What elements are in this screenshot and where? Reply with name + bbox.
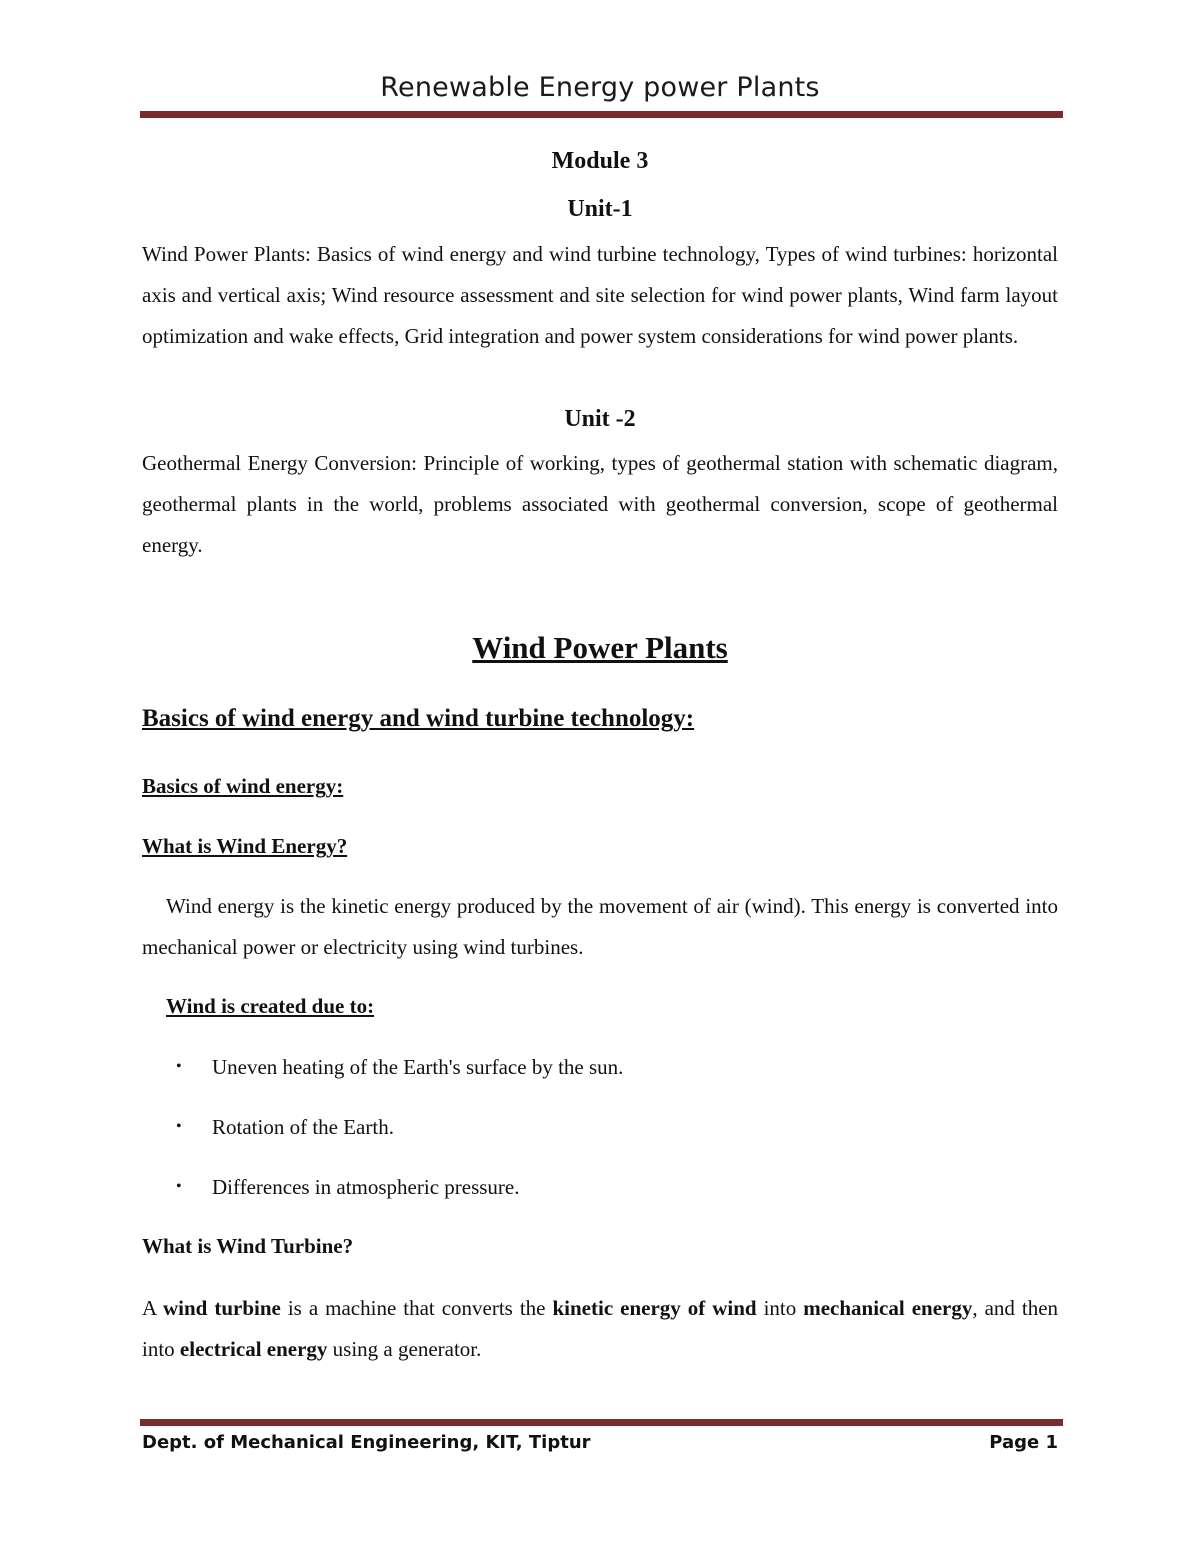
section-title: Basics of wind energy and wind turbine technology: (142, 705, 695, 732)
text-run: , and then into (142, 1296, 1059, 1361)
text-run: A (142, 1296, 163, 1320)
header-rule (140, 111, 1063, 118)
wind-turbine-paragraph (142, 1288, 1058, 1370)
bold-term: wind turbine (163, 1296, 281, 1320)
text-run: using a generator. (327, 1337, 482, 1361)
basics-heading: Basics of wind energy: (142, 774, 344, 798)
unit1-description: Wind Power Plants: Basics of wind energy and wind turbine technology, Types of wind turbines: horizontal axis and vertical axis; Wind resource assessment and site selection for wind power plants, Wind farm layout optimization and wake effects, Grid integration and power system considerations for wind power plants. (142, 242, 1058, 348)
footer-rule (140, 1419, 1063, 1426)
wind-energy-paragraph: Wind energy is the kinetic energy produced by the movement of air (wind). This energy is converted into mechanical power or electricity using wind turbines. (142, 894, 1058, 959)
wind-causes-heading: Wind is created due to: (166, 994, 375, 1018)
bullet-icon: • (176, 1178, 182, 1195)
module-heading: Module 3 (551, 148, 649, 174)
unit2-description: Geothermal Energy Conversion: Principle of working, types of geothermal station with schematic diagram, geothermal plants in the world, problems associated with geothermal conversion, scope of geothermal energy. (142, 451, 1058, 557)
wind-causes-list (142, 1044, 1058, 1224)
main-title: Wind Power Plants (472, 630, 728, 665)
what-is-wind-turbine-heading: What is Wind Turbine? (142, 1234, 354, 1258)
bold-term: kinetic energy of wind (552, 1296, 757, 1320)
list-item-text: Uneven heating of the Earth's surface by the sun. (212, 1055, 624, 1079)
list-item-text: Rotation of the Earth. (212, 1115, 394, 1139)
unit1-heading: Unit-1 (567, 196, 633, 222)
list-item (142, 1044, 1058, 1104)
bullet-icon: • (176, 1118, 182, 1135)
list-item (142, 1104, 1058, 1164)
footer-department: Dept. of Mechanical Engineering, KIT, Tiptur (142, 1432, 591, 1453)
unit2-heading: Unit -2 (564, 406, 636, 432)
text-run: is a machine that converts the (280, 1296, 553, 1320)
page-number: Page 1 (989, 1432, 1058, 1453)
list-item-text: Differences in atmospheric pressure. (212, 1175, 520, 1199)
bold-term: electrical energy (179, 1337, 328, 1361)
running-header: Renewable Energy power Plants (380, 72, 820, 103)
list-item (142, 1164, 1058, 1224)
bold-term: mechanical energy (803, 1296, 973, 1320)
what-is-wind-energy-heading: What is Wind Energy? (142, 834, 348, 858)
bullet-icon: • (176, 1058, 182, 1075)
text-run: into (756, 1296, 804, 1320)
